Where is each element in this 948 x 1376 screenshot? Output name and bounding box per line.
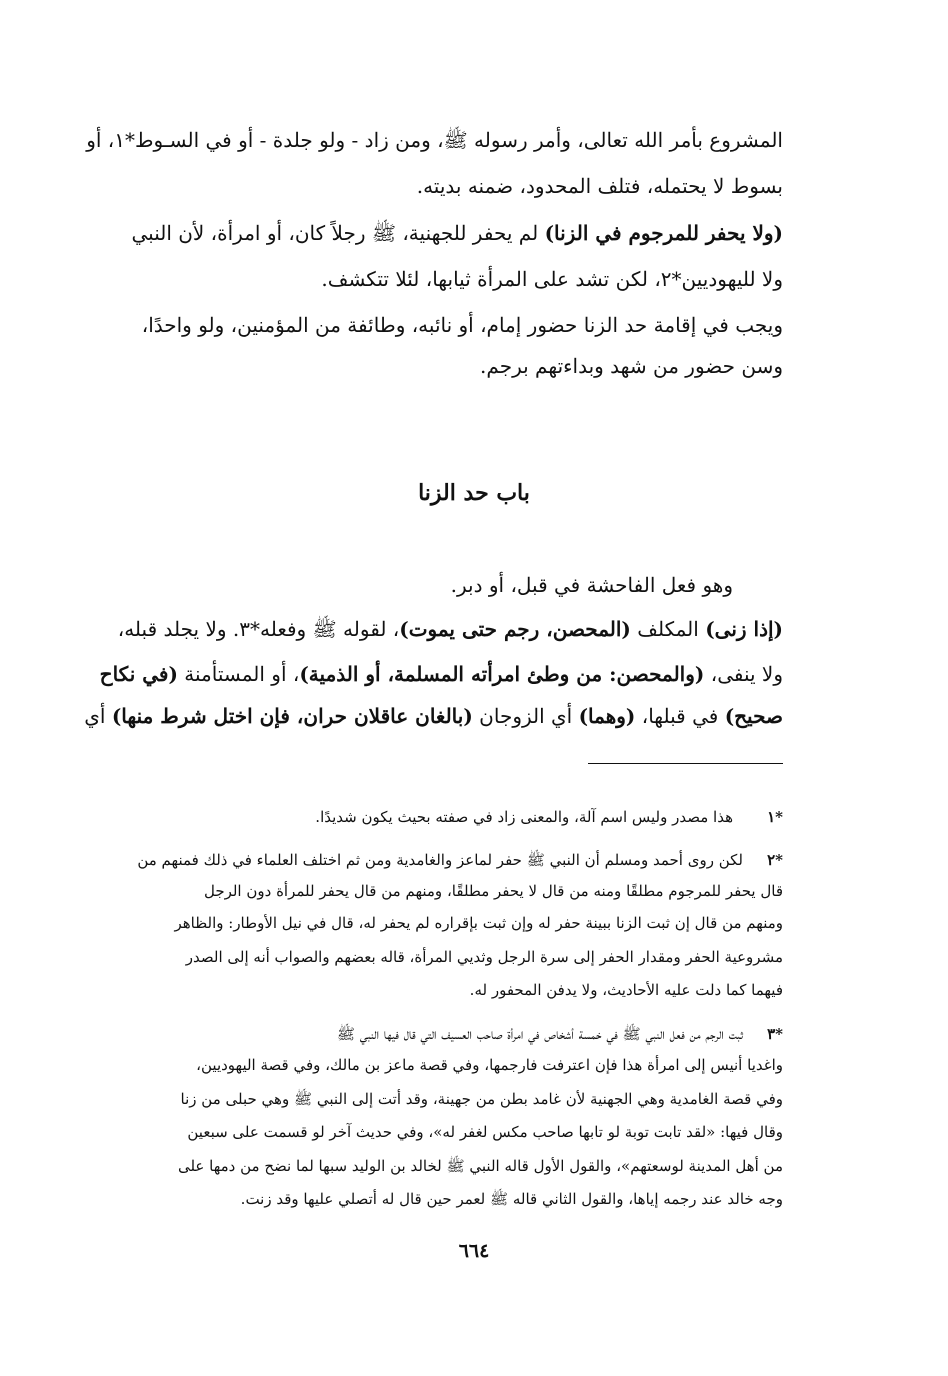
footnote-line: هذا مصدر وليس اسم آلة، والمعنى زاد في صفته بحيث يكون شديدًا.: [315, 808, 733, 826]
text-span: ، لقوله ﷺ وفعله*٣. ولا يجلد قبله،: [117, 617, 400, 641]
footnote-line: لكن روى أحمد ومسلم أن النبي ﷺ حفر لماعز والغامدية ومن ثم اختلف العلماء في ذلك فمنهم من: [137, 851, 743, 869]
text-span: المكلف: [630, 617, 706, 641]
section-heading: باب حد الزنا: [418, 480, 530, 506]
footnote-separator: [588, 763, 783, 764]
footnote-line: قال يحفر للمرجوم مطلقًا ومنه من قال لا يحفر مطلقًا، ومنهم من قال يحفر للمرأة دون الرجل: [203, 882, 783, 900]
text-line: ولا لليهوديين*٢، لكن تشد على المرأة ثيابها، لئلا تتكشف.: [321, 267, 783, 291]
footnote-line: وفي قصة الغامدية وهي الجهنية لأن غامد بطن من جهينة، وقد أتت إلى النبي ﷺ وهي حبلى من زنا: [180, 1090, 783, 1108]
text-line: [131, 221, 783, 245]
text-line: وسن حضور من شهد وبداءتهم برجم.: [480, 354, 783, 378]
footnote-line: من أهل المدينة لوسعتهم»، والقول الأول قاله النبي ﷺ لخالد بن الوليد سبها لما نضح من دمها على: [177, 1157, 783, 1175]
footnote-line: وقال فيها: «لقد تابت توبة لو تابها صاحب مكس لغفر له»، وفي حديث آخر لو قسمت على سبعين: [187, 1123, 783, 1141]
page-number: ٦٦٤: [458, 1240, 490, 1262]
footnote-line: ومنهم من قال إن ثبت الزنا ببينة حفر له وإن ثبت بإقراره لم يحفر له، قال في نيل الأوطار: والظاهر: [174, 914, 783, 932]
bold-phrase: (إذا زنى): [705, 617, 783, 641]
footnote-line: فيهما كما دلت عليه الأحاديث، ولا يدفن المحفور له.: [469, 981, 783, 999]
text-span: ولا ينفى،: [704, 662, 783, 686]
text-line: [117, 617, 783, 641]
bold-phrase: (والمحصن: من وطئ امرأته المسلمة، أو الذمية): [299, 662, 705, 686]
text-span: أي: [84, 704, 112, 728]
bold-phrase: (وهما): [578, 704, 636, 728]
bold-phrase: صحيح): [724, 704, 783, 728]
text-line: [99, 662, 783, 686]
footnote-line: ثبت الرجم من فعل النبي ﷺ في خمسة أشخاص في امرأة صاحب العسيف التي قال فيها النبي ﷺ: [336, 1025, 743, 1043]
text-span: ، أو المستأمنة: [177, 662, 300, 686]
bold-phrase: (بالغان عاقلان حران، فإن اختل شرط منها): [111, 704, 473, 728]
bold-phrase: (المحصن، رجم حتى يموت): [399, 617, 631, 641]
text-span: أي الزوجان: [472, 704, 579, 728]
footnote-line: واغديا أنيس إلى امرأة هذا فإن اعترفت فارجمها، وفي قصة ماعز بن مالك، وفي قصة اليهوديين،: [196, 1056, 783, 1074]
footnote-marker: *١: [767, 808, 783, 826]
bold-phrase: (ولا يحفر للمرجوم في الزنا): [544, 221, 783, 245]
footnote-line: وجه خالد عند رجمه إياها، والقول الثاني قاله ﷺ لعمر حين قال له أتصلي عليها وقد زنت.: [240, 1190, 783, 1208]
text-line: ويجب في إقامة حد الزنا حضور إمام، أو نائبه، وطائفة من المؤمنين، ولو واحدًا،: [141, 313, 783, 337]
footnote-line: مشروعية الحفر ومقدار الحفر إلى سرة الرجل وثديي المرأة، قاله بعضهم والصواب أنه إلى الصدر: [185, 948, 783, 966]
footnote-marker: *٣: [767, 1025, 783, 1043]
text-line: بسوط لا يحتمله، فتلف المحدود، ضمنه بديته.: [416, 174, 783, 198]
text-line: المشروع بأمر الله تعالى، وأمر رسوله ﷺ، ومن زاد - ولو جلدة - أو في السـوط*١، أو: [86, 128, 783, 152]
footnote-marker: *٢: [767, 851, 783, 869]
text-line: [84, 704, 783, 728]
text-line: وهو فعل الفاحشة في قبل، أو دبر.: [450, 573, 733, 597]
text-span: لم يحفر للجهنية، ﷺ رجلاً كان، أو امرأة، لأن النبي: [131, 221, 539, 245]
text-span: في قبلها،: [635, 704, 725, 728]
bold-phrase: (في نكاح: [99, 662, 178, 686]
